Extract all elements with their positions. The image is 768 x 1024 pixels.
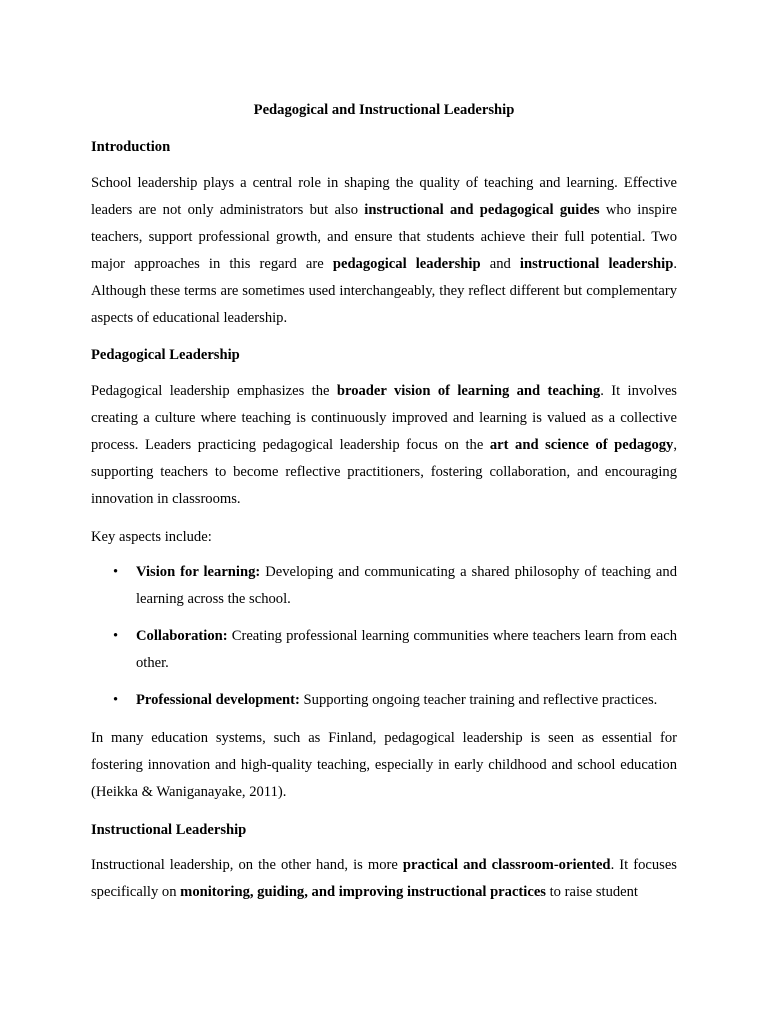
text-run: Supporting ongoing teacher training and reflective practices. (299, 692, 658, 708)
heading-instructional-leadership: Instructional Leadership (91, 822, 247, 838)
bullet-icon: • (113, 564, 119, 580)
bold-run: art and science of pedagogy (489, 437, 674, 453)
pedagogical-paragraph (91, 378, 677, 513)
bold-run: monitoring, guiding, and improving instructional practices (180, 884, 546, 900)
text-run: . It focuses specifically on (91, 857, 677, 900)
bold-run: instructional leadership (519, 256, 674, 272)
list-item-text (136, 687, 677, 714)
text-run: School leadership plays a central role in shaping the quality of teaching and learning. Effective leaders are not only administrators but also (91, 175, 677, 218)
text-run: Pedagogical leadership emphasizes the (91, 383, 337, 399)
bold-run: instructional and pedagogical guides (364, 202, 600, 218)
instructional-paragraph (91, 852, 677, 906)
text-run: and (480, 256, 520, 272)
bold-run: Vision for learning: (136, 564, 261, 580)
text-run: Creating professional learning communities where teachers learn from each other. (136, 628, 677, 671)
document-title: Pedagogical and Instructional Leadership (253, 102, 515, 118)
text-run: Instructional leadership, on the other hand, is more (91, 857, 403, 873)
key-aspects-label: Key aspects include: (91, 529, 212, 545)
bullet-icon: • (113, 628, 119, 644)
heading-introduction: Introduction (91, 139, 171, 155)
text-run: . It involves creating a culture where teaching is continuously improved and learning is valued as a collective process. Leaders practicing pedagogical leadership focus on the (91, 383, 677, 453)
bold-run: Collaboration: (136, 628, 228, 644)
heading-pedagogical-leadership: Pedagogical Leadership (91, 347, 240, 363)
bold-run: broader vision of learning and teaching (336, 383, 601, 399)
finland-paragraph: In many education systems, such as Finland, pedagogical leadership is seen as essential for fostering innovation and high-quality teaching, especially in early childhood and school education (Heikka & Waniganayake, 2011). (91, 730, 677, 800)
bold-run: pedagogical leadership (332, 256, 481, 272)
list-item-text (136, 559, 677, 613)
text-run: . Although these terms are sometimes used interchangeably, they reflect different but complementary aspects of educational leadership. (91, 256, 677, 326)
bold-run: practical and classroom-oriented (402, 857, 611, 873)
text-run: Developing and communicating a shared philosophy of teaching and learning across the school. (136, 564, 677, 607)
list-item-text (136, 623, 677, 677)
text-run: , supporting teachers to become reflective practitioners, fostering collaboration, and encouraging innovation in classrooms. (91, 437, 677, 507)
text-run: who inspire teachers, support professional growth, and ensure that students achieve their full potential. Two major approaches in this regard are (91, 202, 678, 272)
intro-paragraph (91, 170, 677, 332)
bullet-icon: • (113, 692, 119, 708)
text-run: to raise student (545, 884, 638, 900)
bold-run: Professional development: (136, 692, 300, 708)
